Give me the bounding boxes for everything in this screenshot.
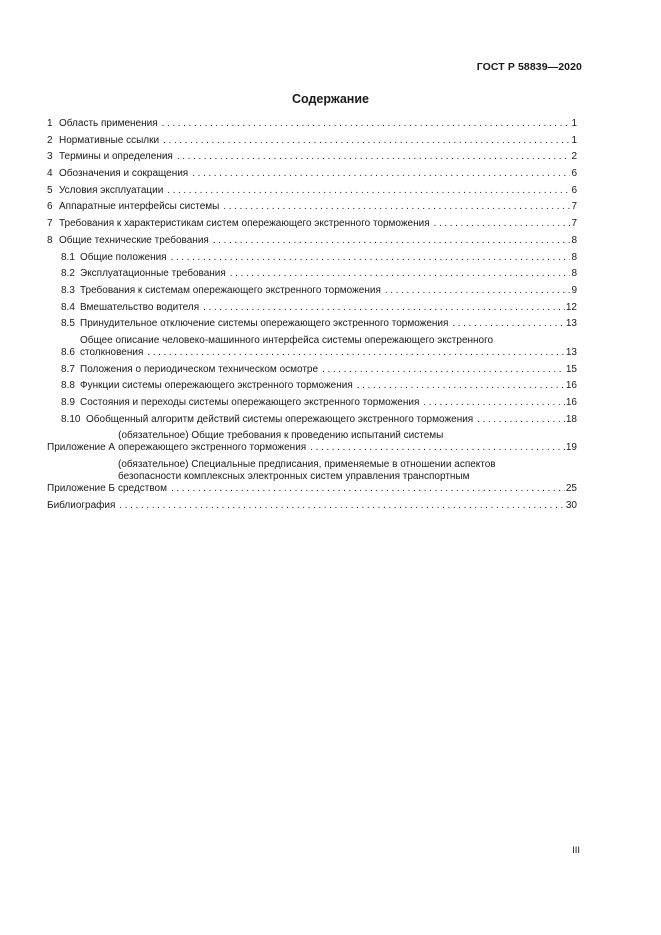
toc-entry[interactable] — [47, 318, 577, 330]
toc-entry-title: Нормативные ссылки — [59, 134, 160, 146]
toc-entry-number: Приложение Б — [47, 483, 115, 495]
toc-entry-page: 15 — [565, 363, 577, 375]
toc-entry[interactable] — [47, 135, 577, 147]
toc-entry-page: 8 — [571, 251, 577, 263]
toc-entry-page: 16 — [565, 380, 577, 392]
toc-entry-number: 8.7 — [61, 363, 75, 375]
toc-entry-number: 2 — [47, 134, 53, 146]
toc-entry[interactable] — [47, 252, 577, 264]
dot-leader — [434, 218, 571, 230]
dot-leader — [223, 201, 570, 213]
dot-leader — [203, 302, 565, 314]
toc-entry[interactable] — [47, 335, 577, 359]
dot-leader — [177, 151, 571, 163]
toc-entry-number: 8.2 — [61, 268, 75, 280]
toc-entry-page: 18 — [565, 413, 577, 425]
toc-entry-page: 8 — [571, 234, 577, 246]
toc-entry-page: 9 — [571, 284, 577, 296]
toc-entry[interactable] — [47, 201, 577, 213]
toc-entry-title: Функции системы опережающего экстренного торможения — [80, 380, 353, 392]
toc-entry-title: Требования к системам опережающего экстренного торможения — [80, 284, 381, 296]
toc-entry-page: 6 — [571, 168, 577, 180]
toc-entry-number: Приложение А — [47, 442, 116, 454]
toc-entry-number: 8.9 — [61, 397, 75, 408]
dot-leader — [171, 252, 571, 264]
toc-entry[interactable] — [47, 268, 577, 280]
dot-leader — [167, 185, 570, 197]
dot-leader — [213, 235, 571, 247]
toc-title: Содержание — [291, 92, 369, 106]
toc-entry-title: Принудительное отключение системы опережающего экстренного торможения — [80, 318, 449, 330]
toc-entry-title: Общие технические требования — [59, 234, 209, 246]
dot-leader — [452, 318, 564, 330]
toc-entry-page: 13 — [565, 346, 577, 358]
toc-entry-page: 1 — [571, 134, 577, 146]
toc-entry[interactable] — [47, 302, 577, 314]
toc-entry-title: Библиография — [47, 499, 116, 511]
toc-entry-title: Обозначения и сокращения — [59, 168, 189, 180]
toc-entry[interactable] — [47, 430, 577, 454]
toc-entry[interactable] — [47, 364, 577, 376]
toc-entry[interactable] — [47, 185, 577, 197]
document-code: ГОСТ Р 58839—2020 — [476, 61, 582, 73]
toc-entry-number: 3 — [47, 151, 53, 163]
toc-entry-title: Вмешательство водителя — [80, 301, 200, 313]
dot-leader — [230, 268, 571, 280]
dot-leader — [357, 380, 565, 392]
dot-leader — [162, 118, 571, 130]
toc-entry-title: столкновения — [80, 346, 144, 358]
toc-entry[interactable] — [47, 380, 577, 392]
toc-entry[interactable] — [47, 118, 577, 130]
table-of-contents — [47, 118, 577, 516]
toc-entry-title: Обобщенный алгоритм действий системы опережающего экстренного торможения — [86, 413, 474, 425]
toc-entry[interactable] — [47, 151, 577, 163]
toc-entry-title: Эксплуатационные требования — [80, 268, 226, 280]
dot-leader — [147, 347, 564, 359]
toc-entry-title: средством — [118, 483, 167, 495]
toc-entry-title: Общее описание человеко-машинного интерфейса системы опережающего экстренного — [80, 334, 494, 346]
dot-leader — [385, 285, 571, 297]
toc-entry-title: Требования к характеристикам систем опережающего экстренного торможения — [59, 218, 430, 230]
toc-entry[interactable] — [47, 414, 577, 426]
toc-entry-title: Область применения — [59, 118, 158, 129]
toc-entry-page: 25 — [565, 483, 577, 495]
toc-entry-title: (обязательное) Специальные предписания, применяемые в отношении аспектов — [118, 459, 496, 471]
toc-entry-title: Положения о периодическом техническом осмотре — [80, 363, 319, 375]
dot-leader — [163, 135, 570, 147]
dot-leader — [423, 397, 565, 409]
toc-entry-title: Состояния и переходы системы опережающего экстренного торможения — [80, 397, 420, 408]
toc-entry-title: (обязательное) Общие требования к проведению испытаний системы — [118, 430, 444, 442]
dot-leader — [322, 364, 565, 376]
toc-entry[interactable] — [47, 235, 577, 247]
toc-entry[interactable] — [47, 459, 577, 495]
toc-entry-title: Термины и определения — [59, 151, 173, 163]
toc-entry-page: 19 — [565, 442, 577, 454]
toc-entry[interactable] — [47, 397, 577, 409]
toc-entry-number: 8.10 — [61, 413, 81, 425]
toc-entry[interactable] — [47, 168, 577, 180]
toc-entry-title: Условия эксплуатации — [59, 184, 164, 196]
toc-entry-page: 12 — [565, 301, 577, 313]
dot-leader — [119, 500, 564, 512]
toc-entry[interactable] — [47, 285, 577, 297]
toc-entry-number: 8.3 — [61, 284, 75, 296]
toc-entry-page: 7 — [571, 218, 577, 230]
toc-entry-number: 4 — [47, 168, 53, 180]
toc-entry-number: 8.5 — [61, 318, 75, 330]
toc-entry-page: 7 — [571, 201, 577, 213]
dot-leader — [192, 168, 570, 180]
toc-entry-number: 1 — [47, 118, 53, 129]
toc-entry-number: 7 — [47, 218, 53, 230]
page-number: III — [572, 845, 580, 856]
toc-entry-title: безопасности комплексных электронных систем управления транспортным — [118, 471, 470, 483]
toc-entry-number: 6 — [47, 201, 53, 213]
toc-entry-title: Аппаратные интерфейсы системы — [59, 201, 220, 213]
toc-entry-number: 8.1 — [61, 251, 75, 263]
toc-entry-page: 1 — [571, 118, 577, 129]
dot-leader — [310, 442, 565, 454]
toc-entry[interactable] — [47, 218, 577, 230]
toc-entry-page: 6 — [571, 184, 577, 196]
toc-entry-page: 2 — [571, 151, 577, 163]
toc-entry-number: 5 — [47, 184, 53, 196]
toc-entry-page: 8 — [571, 268, 577, 280]
toc-entry-title: Общие положения — [80, 251, 167, 263]
toc-entry-page: 30 — [565, 499, 577, 511]
toc-entry-page: 16 — [565, 397, 577, 408]
toc-entry-number: 8 — [47, 234, 53, 246]
toc-entry-title: опережающего экстренного торможения — [118, 442, 307, 454]
toc-entry-number: 8.8 — [61, 380, 75, 392]
dot-leader — [477, 414, 565, 426]
toc-entry-number: 8.4 — [61, 301, 75, 313]
dot-leader — [171, 483, 565, 495]
toc-entry[interactable] — [47, 500, 577, 512]
toc-entry-page: 13 — [565, 318, 577, 330]
toc-entry-number: 8.6 — [61, 346, 75, 358]
